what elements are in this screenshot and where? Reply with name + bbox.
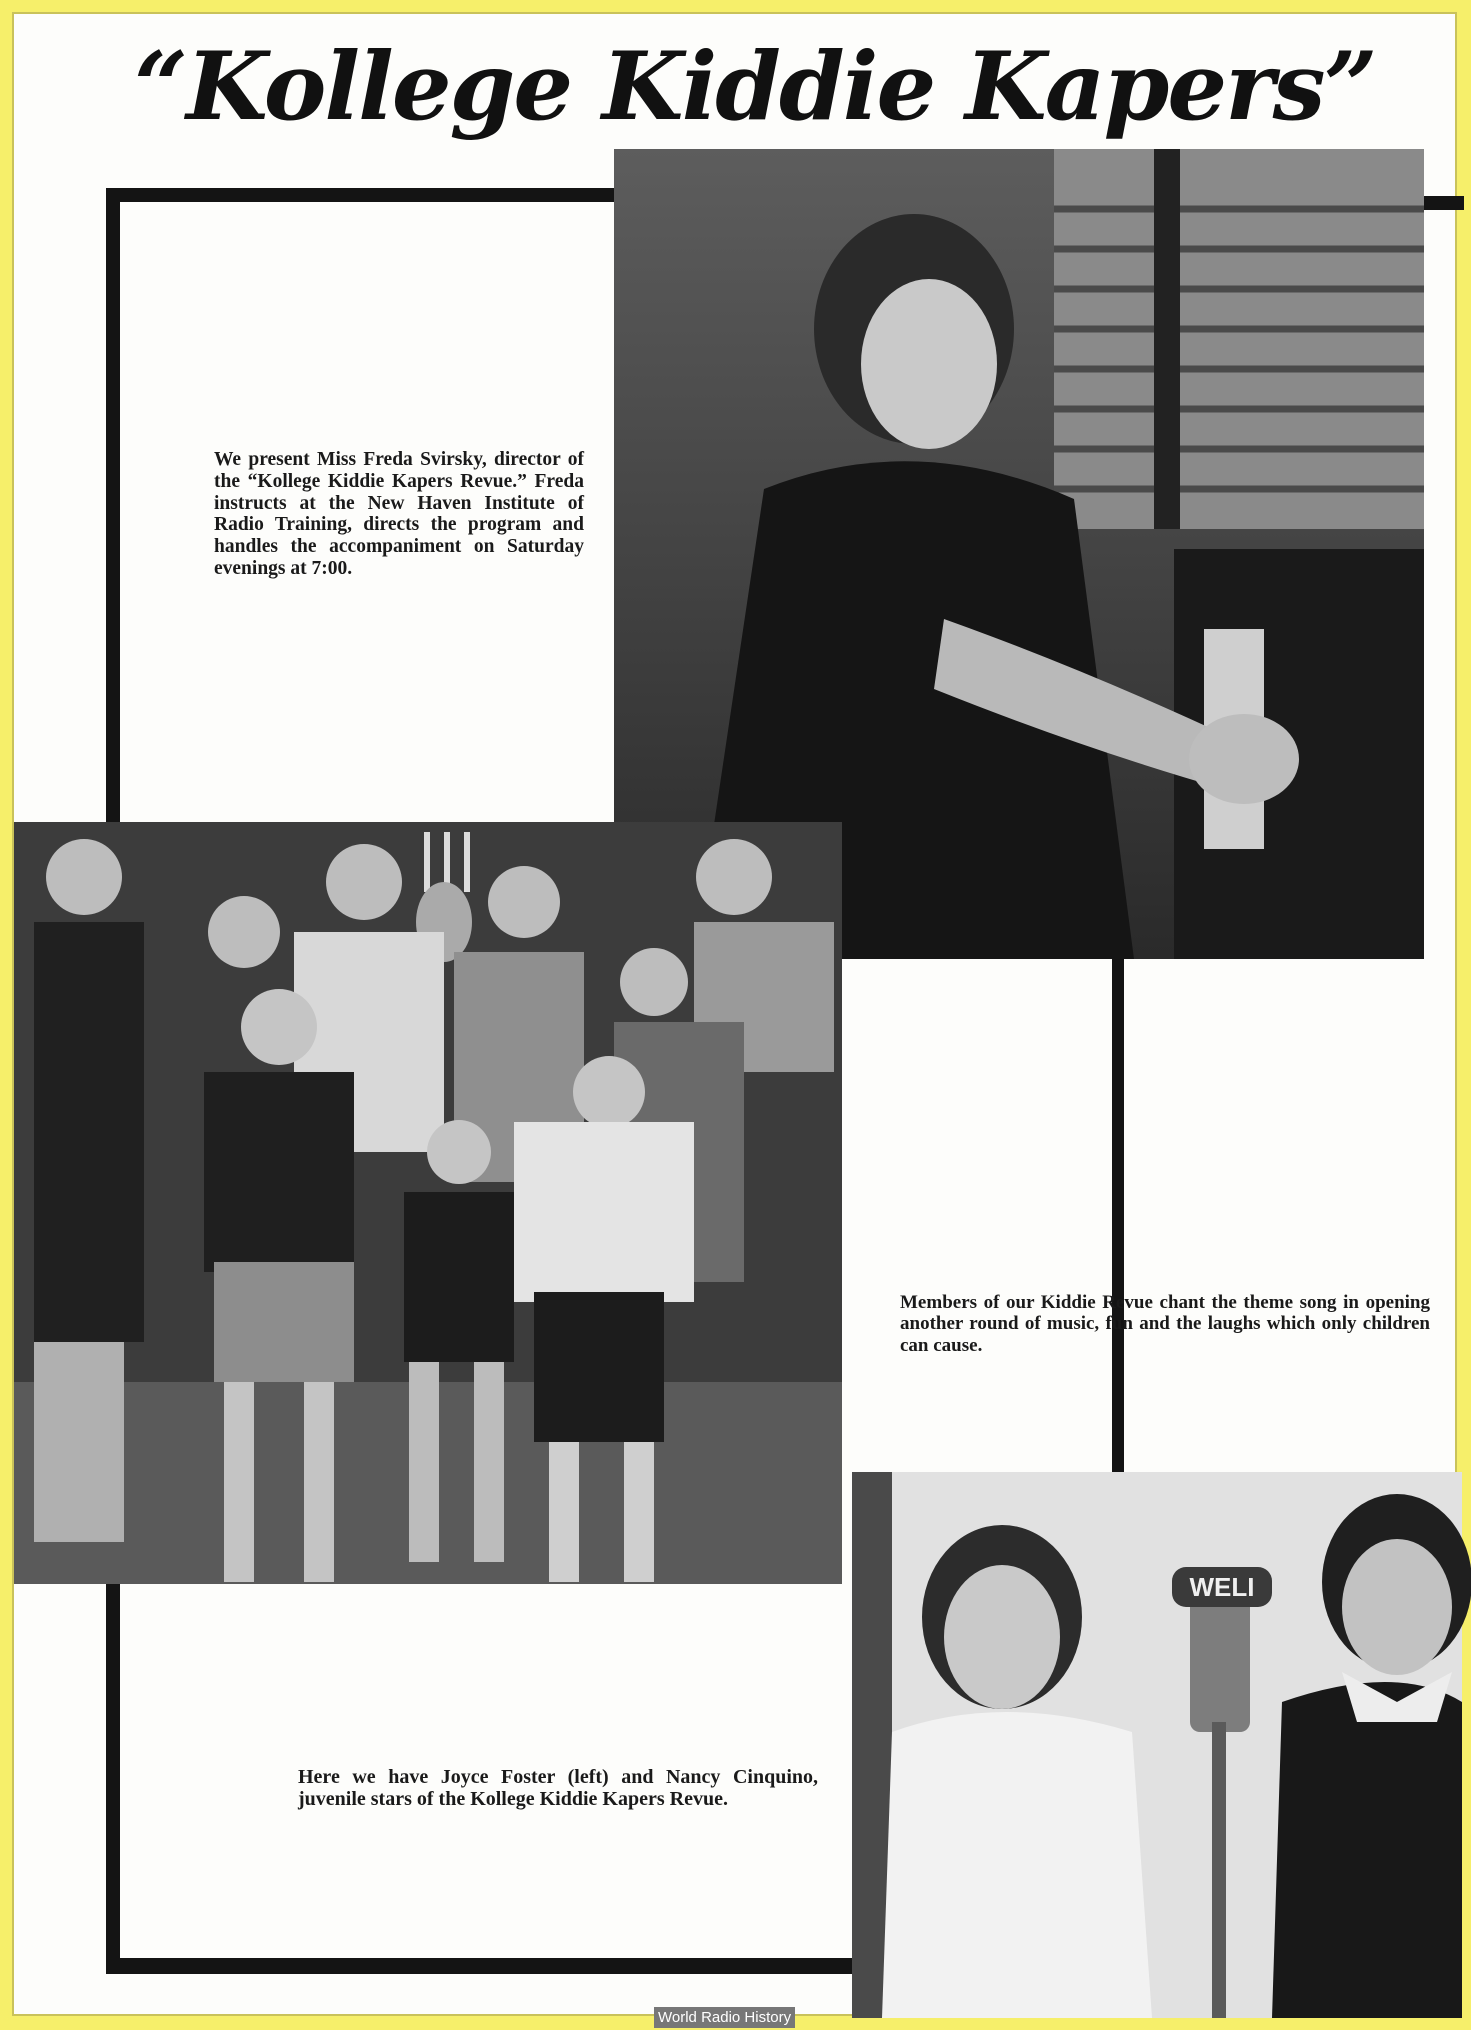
magazine-page — [12, 12, 1457, 2026]
director-caption: We present Miss Freda Svirsky, director of the “Kollege Kiddie Kapers Revue.” Freda instructs at the New Haven Institute of Radio Training, directs the program and handles the accompaniment on Saturday evenings at 7:00. — [214, 449, 584, 580]
frame-rule-left-lower — [106, 1584, 120, 1974]
microphone-badge-text: WELI — [1189, 1572, 1255, 1602]
source-watermark: World Radio History — [654, 2007, 795, 2028]
group-photo-image — [14, 822, 842, 1584]
page-title: “Kollege Kiddie Kapers” — [134, 32, 1376, 142]
members-caption: Members of our Kiddie Revue chant the theme song in opening another round of music, fun and the laughs which only children can cause. — [900, 1292, 1430, 1356]
stars-photo — [852, 1472, 1462, 2018]
kiddie-revue-group-photo — [14, 822, 842, 1584]
frame-rule-bottom — [106, 1958, 866, 1974]
stars-photo-image — [852, 1472, 1462, 2018]
stars-caption: Here we have Joyce Foster (left) and Nancy Cinquino, juvenile stars of the Kollege Kiddie Kapers Revue. — [298, 1766, 818, 1811]
frame-rule-left — [106, 188, 120, 828]
